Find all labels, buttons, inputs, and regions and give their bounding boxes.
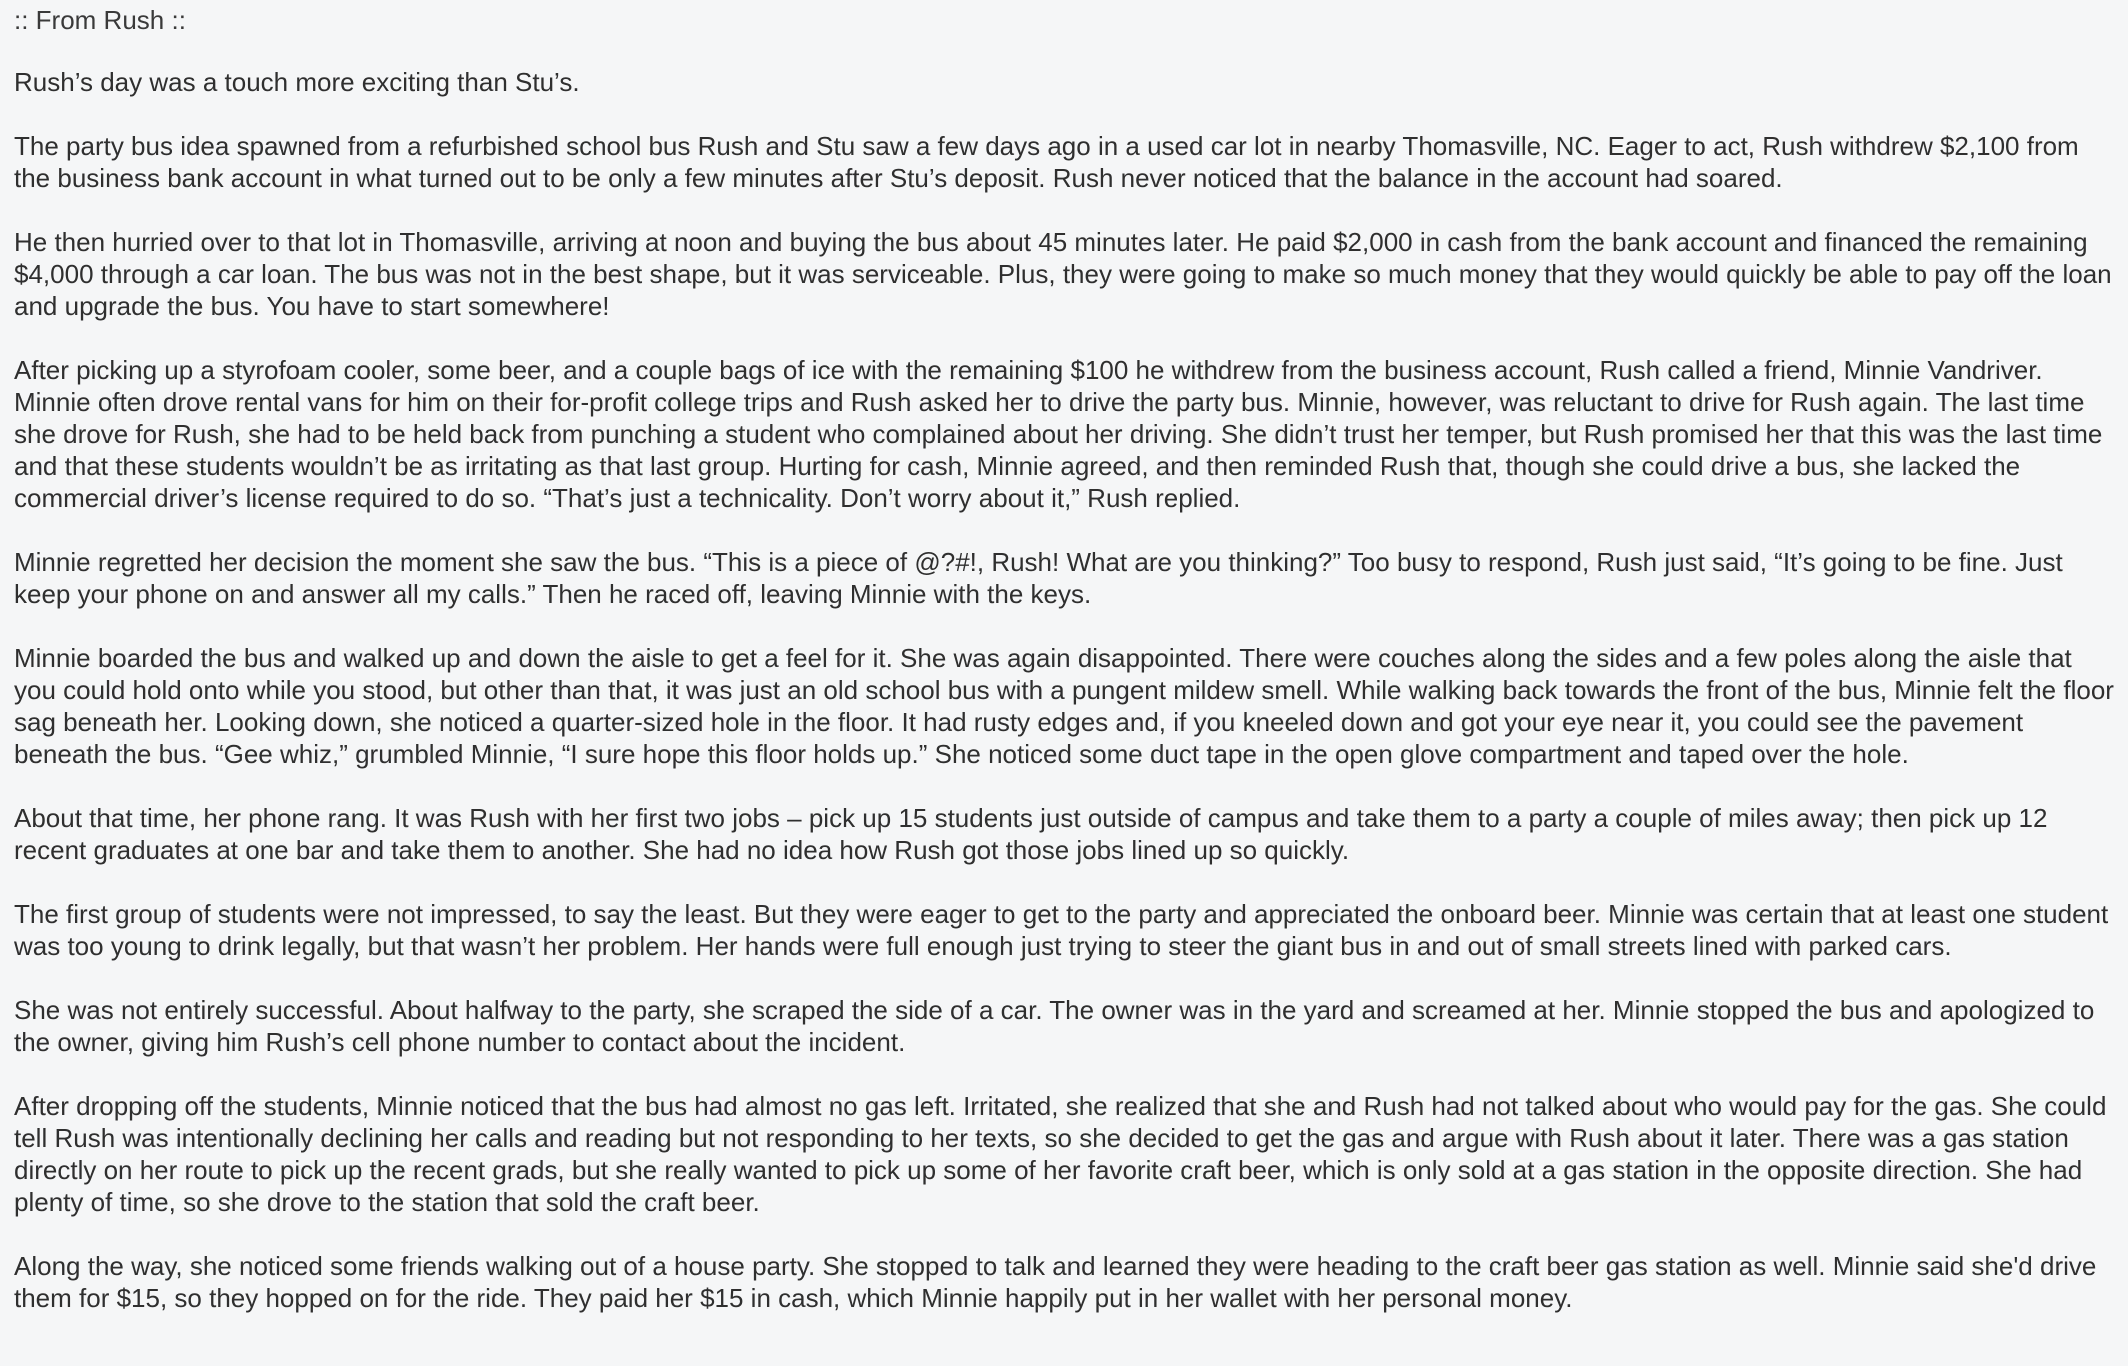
paragraph-party-bus-idea: The party bus idea spawned from a refurbished school bus Rush and Stu saw a few days ago in a used car lot in nearby Thomasville, NC. Eager to act, Rush withdrew $2,100 from the business bank account in what turned out to be only a few minutes after Stu’s deposit. Rush never noticed that the balance in the account had soared.: [14, 131, 2079, 193]
paragraph-first-jobs: About that time, her phone rang. It was Rush with her first two jobs – pick up 15 students just outside of campus and take them to a party a couple of miles away; then pick up 12 recent graduates at one bar and take them to another. She had no idea how Rush got those jobs lined up so quickly.: [14, 803, 2048, 865]
paragraph-intro: Rush’s day was a touch more exciting than Stu’s.: [14, 67, 580, 97]
paragraph-minnie-hired: After picking up a styrofoam cooler, some beer, and a couple bags of ice with the remaining $100 he withdrew from the business account, Rush called a friend, Minnie Vandriver. Minnie often drove rental vans for him on their for-profit college trips and Rush asked her to drive the party bus. Minnie, however, was reluctant to drive for Rush again. The last time she drove for Rush, she had to be held back from punching a student who complained about her driving. She didn’t trust her temper, but Rush promised her that this was the last time and that these students wouldn’t be as irritating as that last group. Hurting for cash, Minnie agreed, and then reminded Rush that, though she could drive a bus, she lacked the commercial driver’s license required to do so. “That’s just a technicality. Don’t worry about it,” Rush replied.: [14, 355, 2103, 513]
paragraph-car-scrape: She was not entirely successful. About halfway to the party, she scraped the side of a car. The owner was in the yard and screamed at her. Minnie stopped the bus and apologized to the owner, giving him Rush’s cell phone number to contact about the incident.: [14, 995, 2095, 1057]
paragraph-bus-inspection: Minnie boarded the bus and walked up and down the aisle to get a feel for it. She was again disappointed. There were couches along the sides and a few poles along the aisle that you could hold onto while you stood, but other than that, it was just an old school bus with a pungent mildew smell. While walking back towards the front of the bus, Minnie felt the floor sag beneath her. Looking down, she noticed a quarter-sized hole in the floor. It had rusty edges and, if you kneeled down and got your eye near it, you could see the pavement beneath the bus. “Gee whiz,” grumbled Minnie, “I sure hope this floor holds up.” She noticed some duct tape in the open glove compartment and taped over the hole.: [14, 643, 2114, 769]
paragraph-friends-ride: Along the way, she noticed some friends walking out of a house party. She stopped to talk and learned they were heading to the craft beer gas station as well. Minnie said she'd drive them for $15, so they hopped on for the ride. They paid her $15 in cash, which Minnie happily put in her wallet with her personal money.: [14, 1251, 2097, 1313]
paragraph-bus-purchase: He then hurried over to that lot in Thomasville, arriving at noon and buying the bus about 45 minutes later. He paid $2,000 in cash from the bank account and financed the remaining $4,000 through a car loan. The bus was not in the best shape, but it was serviceable. Plus, they were going to make so much money that they would quickly be able to pay off the loan and upgrade the bus. You have to start somewhere!: [14, 227, 2112, 321]
paragraph-first-group: The first group of students were not impressed, to say the least. But they were eager to get to the party and appreciated the onboard beer. Minnie was certain that at least one student was too young to drink legally, but that wasn’t her problem. Her hands were full enough just trying to steer the giant bus in and out of small streets lined with parked cars.: [14, 899, 2109, 961]
document-header: :: From Rush ::: [14, 5, 186, 35]
paragraph-minnie-regret: Minnie regretted her decision the moment she saw the bus. “This is a piece of @?#!, Rush! What are you thinking?” Too busy to respond, Rush just said, “It’s going to be fine. Just keep your phone on and answer all my calls.” Then he raced off, leaving Minnie with the keys.: [14, 547, 2063, 609]
paragraph-gas-decision: After dropping off the students, Minnie noticed that the bus had almost no gas left. Irritated, she realized that she and Rush had not talked about who would pay for the gas. She could tell Rush was intentionally declining her calls and reading but not responding to her texts, so she decided to get the gas and argue with Rush about it later. There was a gas station directly on her route to pick up the recent grads, but she really wanted to pick up some of her favorite craft beer, which is only sold at a gas station in the opposite direction. She had plenty of time, so she drove to the station that sold the craft beer.: [14, 1091, 2107, 1217]
